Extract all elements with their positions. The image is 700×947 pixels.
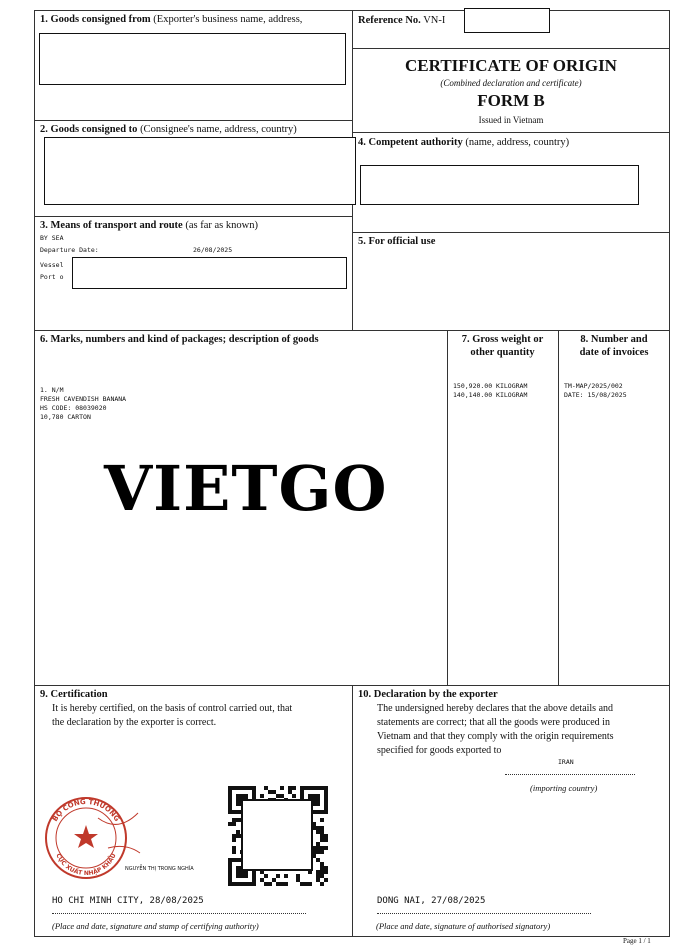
page-number: Page 1 / 1 [623,937,651,945]
qr-code [228,786,328,886]
box9-heading [40,688,108,701]
reference-redacted [464,8,550,33]
box8-line-0: TM-MAP/2025/002 [564,382,623,390]
box3-label: 3. Means of transport and route [40,220,183,231]
header-form: FORM B [477,91,545,110]
box9-place-date: HO CHI MINH CITY, 28/08/2025 [52,896,204,906]
box10-heading [358,688,498,701]
box6-label: 6. Marks, numbers and kind of packages; description of goods [40,334,319,345]
divider-h-9 [34,685,670,686]
box1-heading [40,13,302,26]
divider-h-6 [34,330,670,331]
box10-country-line [505,774,635,775]
divider-h-5 [352,232,670,233]
header-subtitle: (Combined declaration and certificate) [440,78,582,88]
svg-text:BỘ CÔNG THƯƠNG: BỘ CÔNG THƯƠNG [50,797,122,823]
box8-label-line1: 8. Number and [580,334,648,345]
box3-heading [40,219,258,232]
box3-line-0: BY SEA [40,234,64,242]
box10-country: IRAN [558,758,574,766]
divider-box8 [558,330,559,685]
box7-label-line2: other quantity [470,347,535,358]
box8-label-line2: date of invoices [579,347,649,358]
box4-heading [358,136,569,149]
box9-signature-line [52,913,306,914]
svg-text:CỤC XUẤT NHẬP KHẨU: CỤC XUẤT NHẬP KHẨU [54,852,118,878]
box1-desc: (Exporter's business name, address, [153,14,303,25]
qr-redacted-center [241,799,313,871]
divider-h-1 [34,120,352,121]
box10-footer: (Place and date, signature of authorised signatory) [376,921,551,931]
reference-value: VN-I [423,15,446,26]
header-title: CERTIFICATE OF ORIGIN [405,56,617,75]
reference-line [358,14,445,27]
box10-signature-line [377,913,591,914]
box10-text-line4: specified for goods exported to [377,745,502,756]
box8-heading [558,333,670,359]
box2-label: 2. Goods consigned to [40,124,138,135]
divider-h-4 [352,132,670,133]
box6-line-2: HS CODE: 08039020 [40,404,107,412]
box10-text-line3: Vietnam and that they comply with the origin requirements [377,731,614,742]
box10-place-date: DONG NAI, 27/08/2025 [377,896,486,906]
divider-bottom-middle [352,685,353,937]
header-issued: Issued in Vietnam [478,115,544,125]
box7-line-1: 140,140.00 KILOGRAM [453,391,528,399]
box1-label: 1. Goods consigned from [40,14,151,25]
box10-country-caption: (importing country) [530,783,598,793]
divider-h-2 [34,216,352,217]
box9-footer: (Place and date, signature and stamp of certifying authority) [52,921,259,931]
box9-text-line1: It is hereby certified, on the basis of control carried out, that [52,703,293,714]
box4-redacted-authority [360,165,639,205]
box4-desc: (name, address, country) [465,137,570,148]
box2-redacted-address [44,137,356,205]
box10-text-line2: statements are correct; that all the goods were produced in [377,717,610,728]
box6-heading [40,333,319,346]
box3-redacted-vessel [72,257,347,289]
box3-departure-date: 26/08/2025 [193,246,233,254]
divider-box7 [447,330,448,685]
box2-heading [40,123,297,136]
box7-heading [447,333,558,359]
box3-desc: (as far as known) [185,220,258,231]
box1-redacted-address [39,33,346,85]
box6-line-1: FRESH CAVENDISH BANANA [40,395,127,403]
box3-line-1: Departure Date: [40,246,99,254]
watermark-logo: VIETGO [104,452,388,525]
box7-line-0: 150,920.00 KILOGRAM [453,382,528,390]
box7-label-line1: 7. Gross weight or [461,334,544,345]
box5-heading [358,235,435,248]
box6-line-3: 10,780 CARTON [40,413,91,421]
box3-line-2: Vessel [40,261,64,269]
box6-line-0: 1. N/M [40,386,64,394]
reference-label: Reference No. [358,15,421,26]
box10-text-line1: The undersigned hereby declares that the above details and [377,703,614,714]
box2-desc: (Consignee's name, address, country) [140,124,297,135]
box9-signer: NGUYỄN THỊ TRONG NGHĨA [125,866,194,872]
box9-text-line2: the declaration by the exporter is correct. [52,717,217,728]
box10-label: 10. Declaration by the exporter [358,689,498,700]
box5-label: 5. For official use [358,236,436,247]
box3-line-3: Port o [40,273,64,281]
box4-label: 4. Competent authority [358,137,463,148]
box8-line-1: DATE: 15/08/2025 [564,391,627,399]
box9-label: 9. Certification [40,689,108,700]
divider-h-ref [352,48,670,49]
